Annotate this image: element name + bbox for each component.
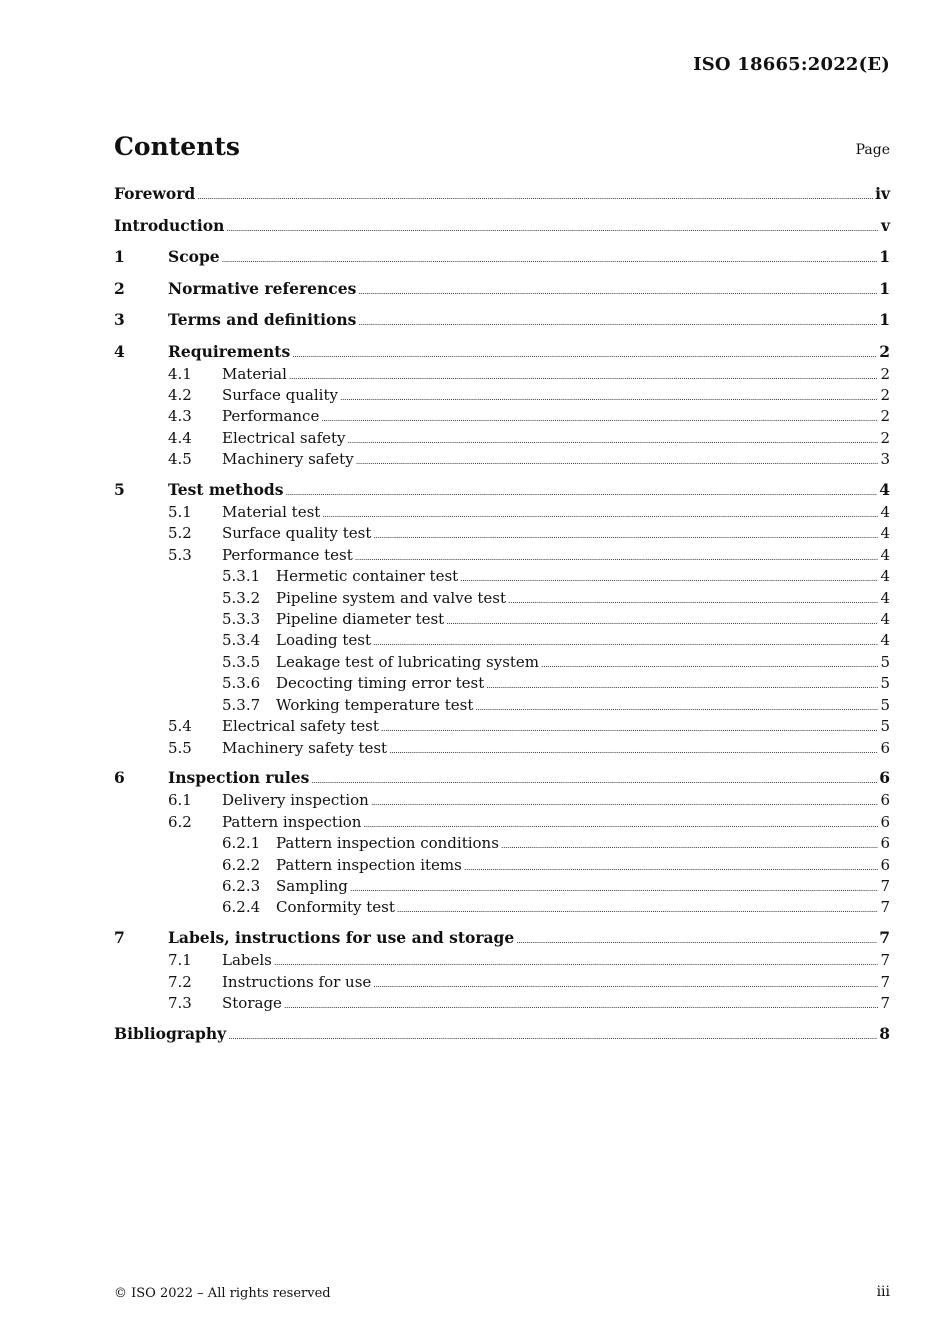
toc-number: 1 (114, 247, 125, 266)
copyright-notice: © ISO 2022 – All rights reserved (114, 1286, 331, 1301)
toc-page: 5 (880, 717, 890, 736)
toc-page: 4 (880, 631, 890, 650)
toc-label: Conformity test (276, 898, 395, 917)
toc-entry-5-3[interactable] (114, 546, 890, 567)
toc-number: 6 (114, 768, 125, 788)
toc-page: 4 (880, 503, 890, 522)
page-number: iii (876, 1284, 890, 1300)
document-id: ISO 18665:2022(E) (693, 54, 890, 75)
toc-label: Performance test (222, 545, 353, 564)
toc-entry-5-3-3[interactable] (114, 610, 890, 631)
dot-leader (355, 548, 879, 567)
toc-number: 5.3.7 (222, 695, 261, 714)
toc-entry-4-1[interactable] (114, 365, 890, 386)
dot-leader (446, 612, 878, 631)
toc-number: 4 (114, 341, 125, 361)
dot-leader (228, 1027, 877, 1047)
dot-leader (321, 409, 878, 428)
toc-label: Surface quality (222, 385, 338, 404)
toc-number: 5 (114, 480, 125, 500)
dot-leader (371, 793, 879, 812)
dot-leader (358, 282, 877, 302)
toc-entry-2[interactable] (114, 279, 890, 302)
toc-number: 6.2.1 (222, 834, 261, 853)
toc-page: 7 (880, 877, 890, 896)
dot-leader (284, 996, 879, 1015)
toc-label: Labels (222, 951, 272, 970)
toc-page: 1 (879, 247, 890, 266)
toc-number: 5.3.2 (222, 588, 261, 607)
toc-entry-5-1[interactable] (114, 503, 890, 524)
toc-page: 6 (880, 791, 890, 810)
toc-page: 5 (880, 695, 890, 714)
toc-number: 7.3 (168, 994, 192, 1013)
toc-page: v (880, 215, 890, 235)
dot-leader (289, 367, 879, 386)
toc-label: Material test (222, 503, 321, 522)
toc-label: Machinery safety test (222, 738, 388, 757)
toc-entry-5-2[interactable] (114, 524, 890, 545)
toc-label: Pattern inspection (222, 812, 362, 831)
toc-number: 5.3.4 (222, 631, 261, 650)
toc-number: 5.3 (168, 545, 192, 564)
toc-number: 6.2.4 (222, 898, 261, 917)
toc-entry-4-4[interactable] (114, 429, 890, 450)
toc-number: 7 (114, 928, 125, 948)
toc-page: 6 (880, 738, 890, 757)
dot-leader (381, 719, 879, 738)
toc-number: 6.2 (168, 812, 192, 831)
dot-leader (501, 836, 879, 855)
toc-label: Foreword (114, 184, 196, 203)
toc-label: Pattern inspection items (276, 855, 462, 874)
dot-leader (292, 345, 877, 365)
toc-page: 6 (880, 855, 890, 874)
dot-leader (373, 526, 878, 545)
toc-number: 4.2 (168, 385, 192, 404)
toc-entry-6-2-3[interactable] (114, 877, 890, 898)
dot-leader (340, 388, 879, 407)
toc-entry-5-3-1[interactable] (114, 567, 890, 588)
dot-leader (274, 953, 879, 972)
toc-page: 4 (879, 480, 890, 500)
table-of-contents (114, 184, 890, 1047)
toc-page: 7 (880, 972, 890, 991)
toc-page: 4 (880, 545, 890, 564)
toc-entry-7-1[interactable] (114, 951, 890, 972)
dot-leader (358, 313, 877, 333)
toc-label: Leakage test of lubricating system (276, 652, 540, 671)
toc-label: Working temperature test (276, 695, 474, 714)
toc-page: 5 (880, 652, 890, 671)
toc-entry-7-2[interactable] (114, 973, 890, 994)
toc-number: 5.1 (168, 503, 192, 522)
toc-entry-introduction[interactable] (114, 216, 890, 239)
toc-number: 5.2 (168, 524, 192, 543)
dot-leader (226, 219, 879, 239)
toc-number: 6.1 (168, 791, 192, 810)
dot-leader (464, 858, 879, 877)
toc-label: Labels, instructions for use and storage (168, 928, 515, 948)
toc-entry-6-2-1[interactable] (114, 834, 890, 855)
toc-page: 7 (880, 994, 890, 1013)
toc-entry-4-3[interactable] (114, 407, 890, 428)
toc-label: Sampling (276, 877, 348, 896)
toc-number: 5.3.1 (222, 567, 261, 586)
toc-number: 4.3 (168, 407, 192, 426)
dot-leader (356, 452, 879, 471)
toc-entry-6[interactable] (114, 768, 890, 791)
toc-entry-3[interactable] (114, 310, 890, 333)
toc-entry-7-3[interactable] (114, 994, 890, 1015)
dot-leader (486, 676, 878, 695)
toc-number: 7.2 (168, 972, 192, 991)
toc-page: 7 (880, 898, 890, 917)
toc-label: Electrical safety test (222, 717, 379, 736)
dot-leader (286, 483, 878, 503)
toc-page: 8 (879, 1024, 890, 1044)
toc-entry-bibliography[interactable] (114, 1024, 890, 1047)
toc-label: Terms and definitions (168, 310, 357, 329)
toc-entry-6-2-2[interactable] (114, 856, 890, 877)
toc-label: Normative references (168, 278, 357, 298)
dot-leader (197, 187, 873, 207)
toc-entry-4-2[interactable] (114, 386, 890, 407)
dot-leader (348, 431, 879, 450)
dot-leader (350, 879, 879, 898)
toc-label: Instructions for use (222, 972, 372, 991)
dot-leader (541, 655, 878, 674)
toc-label: Machinery safety (222, 450, 354, 469)
toc-page: 6 (880, 834, 890, 853)
toc-entry-4-5[interactable] (114, 450, 890, 471)
toc-page: 6 (879, 768, 890, 788)
toc-number: 5.3.3 (222, 610, 261, 629)
page-title: Contents (114, 132, 241, 161)
toc-entry-5-3-2[interactable] (114, 589, 890, 610)
toc-page: 7 (879, 928, 890, 948)
toc-label: Test methods (168, 480, 284, 500)
toc-page: 6 (880, 812, 890, 831)
toc-label: Electrical safety (222, 428, 346, 447)
toc-page: 2 (880, 407, 890, 426)
toc-page: 4 (880, 524, 890, 543)
toc-entry-5[interactable] (114, 480, 890, 503)
dot-leader (222, 250, 878, 270)
toc-label: Pipeline diameter test (276, 610, 445, 629)
dot-leader (373, 975, 878, 994)
toc-label: Hermetic container test (276, 567, 459, 586)
toc-label: Requirements (168, 341, 291, 361)
dot-leader (475, 698, 878, 717)
toc-entry-5-3-7[interactable] (114, 696, 890, 717)
toc-page: 2 (880, 385, 890, 404)
dot-leader (397, 900, 879, 919)
toc-page: 2 (880, 364, 890, 383)
toc-label: Material (222, 364, 287, 383)
dot-leader (373, 633, 878, 652)
toc-page: 4 (880, 588, 890, 607)
toc-label: Decocting timing error test (276, 674, 485, 693)
toc-label: Surface quality test (222, 524, 372, 543)
toc-entry-1[interactable] (114, 247, 890, 270)
toc-number: 6.2.2 (222, 855, 261, 874)
dot-leader (322, 505, 878, 524)
dot-leader (460, 569, 878, 588)
toc-entry-4[interactable] (114, 342, 890, 365)
toc-number: 5.5 (168, 738, 192, 757)
toc-page: 7 (880, 951, 890, 970)
toc-number: 5.3.5 (222, 652, 261, 671)
toc-number: 5.3.6 (222, 674, 261, 693)
dot-leader (508, 591, 878, 610)
dot-leader (363, 815, 878, 834)
toc-entry-5-3-6[interactable] (114, 674, 890, 695)
toc-page: 4 (880, 567, 890, 586)
toc-entry-7[interactable] (114, 928, 890, 951)
toc-label: Loading test (276, 631, 371, 650)
toc-label: Performance (222, 407, 320, 426)
toc-entry-6-2[interactable] (114, 813, 890, 834)
toc-label: Pipeline system and valve test (276, 588, 506, 607)
dot-leader (311, 771, 877, 791)
toc-label: Storage (222, 994, 282, 1013)
page-column-label: Page (855, 142, 890, 158)
toc-page: 3 (880, 450, 890, 469)
toc-page: 4 (880, 610, 890, 629)
toc-label: Pattern inspection conditions (276, 834, 499, 853)
toc-number: 2 (114, 278, 125, 298)
toc-page: 1 (879, 278, 890, 298)
dot-leader (389, 741, 878, 760)
toc-label: Scope (168, 247, 220, 266)
toc-entry-6-2-4[interactable] (114, 898, 890, 919)
toc-number: 4.5 (168, 450, 192, 469)
toc-page: 2 (880, 428, 890, 447)
toc-label: Introduction (114, 215, 225, 235)
toc-entry-foreword[interactable] (114, 184, 890, 207)
toc-page: 5 (880, 674, 890, 693)
toc-number: 6.2.3 (222, 877, 261, 896)
toc-label: Delivery inspection (222, 791, 369, 810)
toc-entry-6-1[interactable] (114, 791, 890, 812)
toc-number: 5.4 (168, 717, 192, 736)
toc-number: 3 (114, 310, 125, 329)
toc-entry-5-3-4[interactable] (114, 631, 890, 652)
toc-entry-5-4[interactable] (114, 717, 890, 738)
toc-entry-5-5[interactable] (114, 739, 890, 760)
dot-leader (516, 931, 877, 951)
toc-number: 4.1 (168, 364, 192, 383)
toc-page: 2 (879, 341, 890, 361)
toc-number: 7.1 (168, 951, 192, 970)
toc-page: iv (875, 184, 890, 203)
toc-entry-5-3-5[interactable] (114, 653, 890, 674)
toc-page: 1 (879, 310, 890, 329)
toc-label: Bibliography (114, 1024, 227, 1044)
toc-number: 4.4 (168, 428, 192, 447)
toc-label: Inspection rules (168, 768, 310, 788)
